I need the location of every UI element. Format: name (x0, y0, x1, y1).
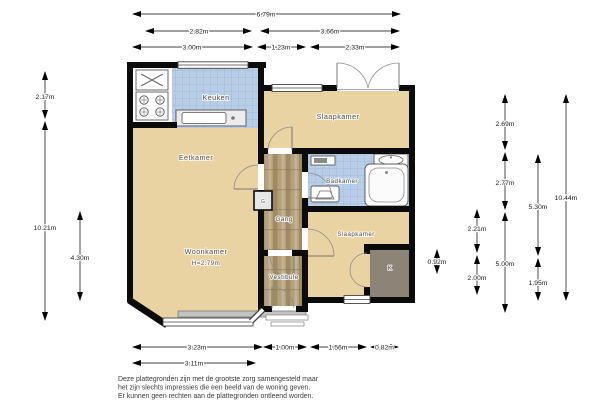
slaapkamer2-label: Slaapkamer (337, 231, 375, 238)
wall-bedroom1-top (264, 85, 272, 91)
wall-center-vertical (258, 62, 264, 164)
dim-label: 2.69m (495, 121, 515, 128)
dim-right-092 (428, 250, 447, 273)
disclaimer-line: Deze plattegronden zijn met de grootste zorg samengesteld maar (118, 376, 318, 383)
kitchen-sink-symbol (176, 110, 246, 126)
kast-floor (370, 250, 409, 297)
dim-right-195 (529, 259, 548, 300)
meterkast-box (254, 191, 272, 210)
doorway (302, 172, 308, 198)
entrance-steps (266, 315, 308, 326)
dim-label: 2.33m (345, 44, 365, 52)
slaapkamer1-label: Slaapkamer (316, 112, 360, 121)
wall-kast-top (364, 244, 409, 250)
wall-bedroom1-bottom (292, 148, 415, 154)
badkamer-label: Badkamer (326, 178, 358, 185)
dim-top-366 (261, 28, 399, 35)
keuken-label: Keuken (202, 93, 230, 102)
dim-right-269 (496, 95, 515, 149)
wall-kitchen-stub (133, 122, 177, 128)
doorway (258, 164, 264, 190)
vestibule-floor (264, 256, 302, 306)
dim-label: 1.23m (271, 44, 291, 52)
disclaimer-line: Er kunnen geen rechten aan de plattegronden ontleend worden. (118, 393, 314, 400)
dim-label: 0.92m (427, 259, 447, 266)
vestibule-label: Vestibule (269, 274, 299, 281)
dim-right-221 (468, 210, 487, 252)
dim-bottom-323 (133, 344, 262, 351)
dim-bottom-100 (264, 344, 306, 351)
dim-label: 3.23m (187, 344, 207, 352)
dim-label: 1.00m (275, 344, 295, 352)
gang-label: Gang (275, 216, 293, 223)
dim-label: 5.00m (495, 261, 515, 268)
extractor-fan-symbol (136, 70, 168, 90)
dim-top-123 (258, 44, 305, 51)
woonkamer-label: Woonkamer (184, 247, 228, 256)
wall-gang-vestibule (292, 250, 308, 256)
meterkast-label: G (260, 199, 266, 205)
toilet-symbol (311, 186, 339, 202)
dim-label: 5.30m (528, 204, 548, 211)
wall-bedroom2-bottom (302, 297, 344, 303)
wall-gang-right (302, 198, 308, 228)
wall-gang-vestibule (258, 250, 268, 256)
dim-label: 3.66m (320, 28, 340, 36)
wall-bedroom2-bottom (370, 297, 415, 303)
dim-label: 2.21m (467, 226, 487, 233)
eetkamer-label: Eetkamer (178, 153, 214, 162)
dim-label: 1.95m (528, 280, 548, 287)
woonkamer-front-window (163, 318, 253, 326)
dim-top-233 (311, 44, 399, 51)
french-doors (337, 63, 399, 90)
dim-label: 3.11m (184, 360, 204, 368)
dim-label: 2.77m (495, 180, 515, 187)
wall-gang-right (302, 154, 308, 172)
dim-label: 4.30m (70, 255, 90, 262)
dim-right-530 (529, 155, 548, 255)
dim-top-300 (133, 44, 252, 51)
dim-left-1021 (34, 122, 57, 320)
disclaimer (118, 376, 319, 400)
wall-badkamer-bottom (302, 206, 415, 212)
wall-vestibule-bottom (296, 306, 308, 312)
kitchen-window (178, 62, 248, 69)
dim-label: 2.00m (467, 275, 487, 282)
dim-left-430 (71, 212, 90, 300)
bedroom2-window (344, 296, 370, 304)
dim-label: 2.17m (35, 94, 55, 101)
wall-gang-right (302, 256, 308, 312)
woonkamer-height-label: H=2.79m (191, 260, 221, 267)
wall-bedroom1-top (322, 85, 337, 91)
wall-bedroom1-bottom (264, 148, 268, 154)
dim-right-200 (468, 256, 487, 294)
dim-top-282 (146, 28, 251, 35)
bathroom-shelf-symbol (311, 156, 335, 165)
dim-right-1044 (555, 95, 578, 300)
dim-label: 1.56m (328, 344, 348, 352)
dim-right-500 (496, 213, 515, 312)
dim-bottom-082 (371, 344, 398, 351)
dim-right-277 (496, 153, 515, 209)
wall-kast-left (364, 244, 370, 254)
kast-label: K (387, 265, 393, 272)
dim-label: 3.00m (182, 44, 202, 52)
doorway (268, 148, 292, 154)
dim-label: 10.21m (33, 225, 57, 232)
dim-bottom-311 (133, 360, 255, 367)
dim-label: 6.79m (256, 11, 276, 19)
doorway (268, 250, 292, 256)
dim-left-217 (36, 72, 55, 118)
bathtub-symbol (365, 164, 408, 206)
dim-label: 0,82m (375, 344, 394, 352)
dim-top-679 (133, 11, 400, 18)
wall-left-outer (127, 62, 133, 302)
dim-label: 10.44m (554, 195, 578, 202)
bedroom1-window (272, 85, 322, 92)
stove-symbol (136, 92, 168, 120)
dim-label: 2.82m (189, 28, 209, 36)
dim-bottom-156 (311, 344, 366, 351)
wall-right-outer (409, 85, 415, 303)
disclaimer-line: het zijn slechts impressies die een beeld van de woning geven. (118, 384, 311, 392)
